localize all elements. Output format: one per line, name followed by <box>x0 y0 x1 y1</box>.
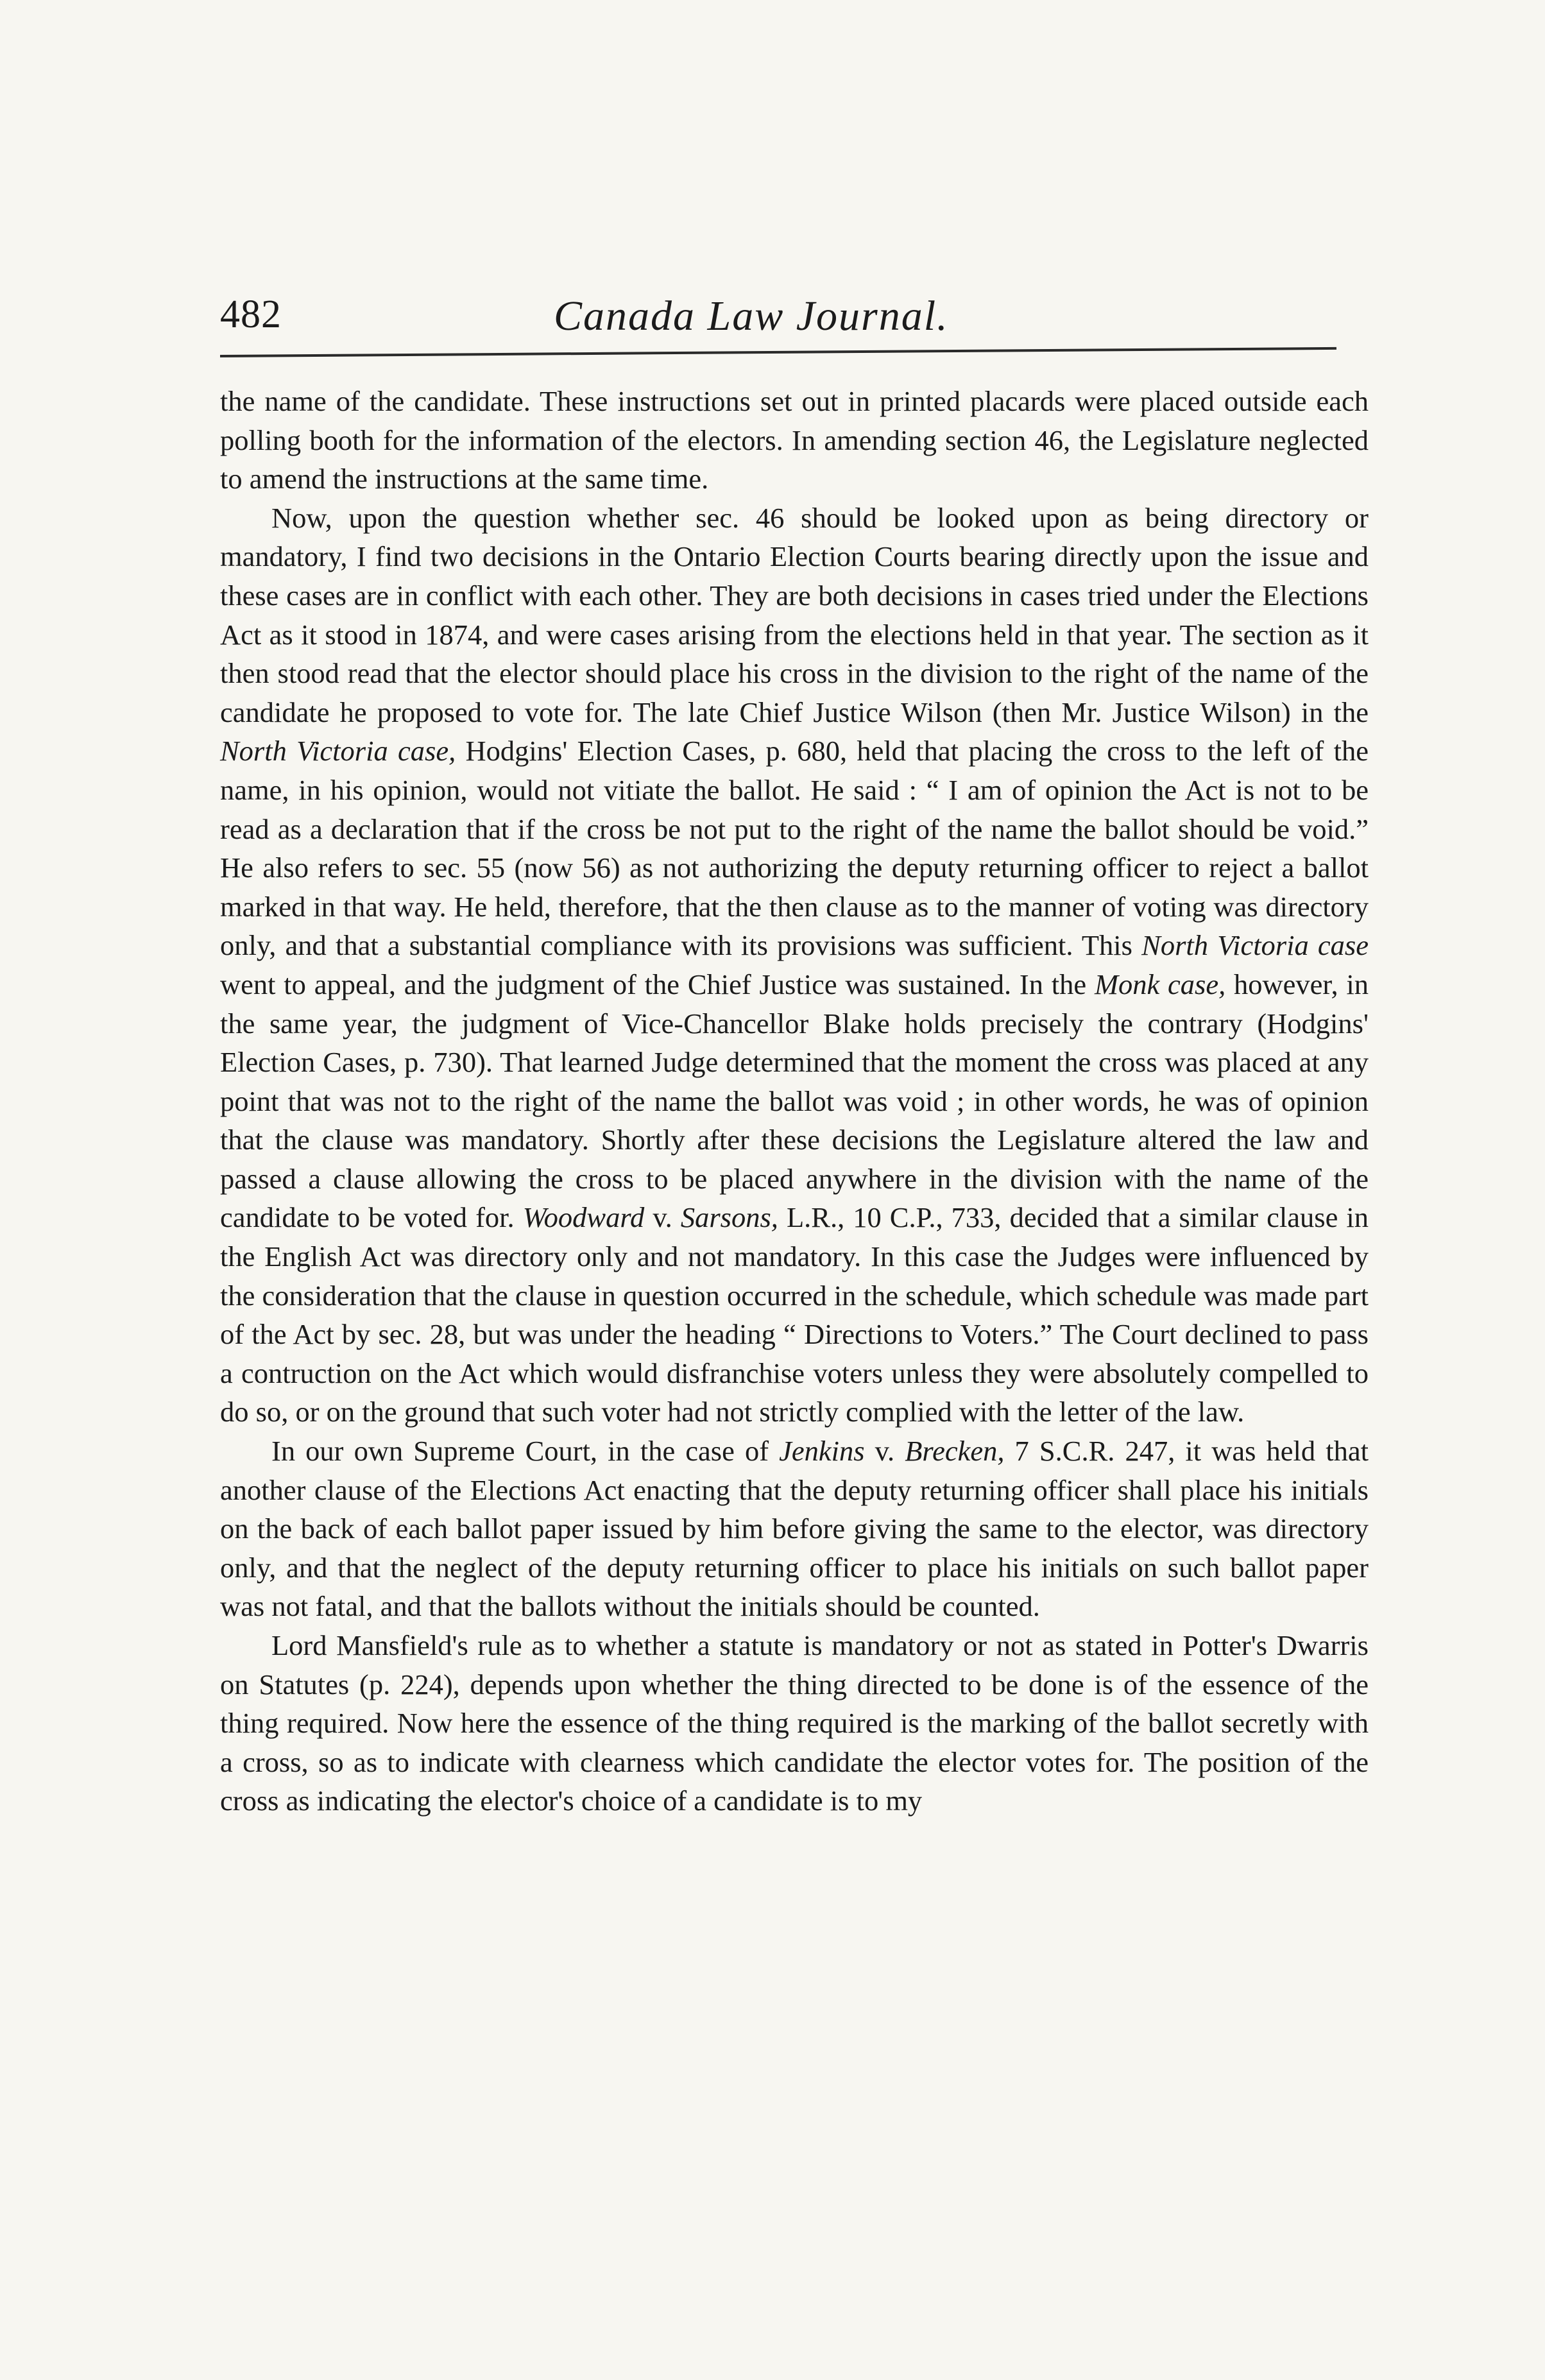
running-title: Canada Law Journal. <box>554 293 949 339</box>
paragraph-text: v. <box>864 1435 905 1468</box>
paragraph-text: Hodgins' Election Cases, p. 680, held that placing the cross to the left of the name, in his opinion, would not vitiate the ballot. He said : “ I am of opinion the Act is not to be read as a declaration that if the cross be not put to the right of the name the ballot should be void.” He also refers to sec. 55 (now 56) as not authorizing the deputy returning officer to reject a ballot marked in that way. He held, therefore, that the then clause as to the manner of voting was directory only, and that a substantial compliance with its provisions was sufficient. This <box>220 735 1369 962</box>
case-name: Monk case, <box>1094 968 1226 1000</box>
paragraph <box>220 382 1369 499</box>
paragraph <box>220 1626 1369 1820</box>
case-name: Jenkins <box>779 1435 865 1468</box>
paragraph-text: In our own Supreme Court, in the case of <box>271 1435 780 1468</box>
case-name: North Victoria case, <box>220 735 456 767</box>
paragraph-text: Now, upon the question whether sec. 46 should be looked upon as being directory or mandatory, I find two decisions in the Ontario Election Courts bearing directly upon the issue and these cases are in conflict with each other. They are both decisions in cases tried under the Elections Act as it stood in 1874, and were cases arising from the elections held in that year. The section as it then stood read that the elector should place his cross in the division to the right of the name of the candidate he proposed to vote for. The late Chief Justice Wilson (then Mr. Justice Wilson) in the <box>220 501 1369 728</box>
case-name: Brecken, <box>905 1435 1005 1468</box>
case-name: North Victoria case <box>1141 929 1369 962</box>
paragraph-text: went to appeal, and the judgment of the Chief Justice was sustained. In the <box>220 968 1095 1000</box>
paragraph-text: the name of the candidate. These instructions set out in printed placards were placed outside each polling booth for the information of the electors. In amending section 46, the Legislature neglected to amend the instructions at the same time. <box>220 385 1369 495</box>
page-header <box>220 292 1394 356</box>
case-name: Sarsons, <box>680 1201 778 1234</box>
paragraph-text: 7 S.C.R. 247, it was held that another clause of the Elections Act enacting that the deputy returning officer shall place his initials on the back of each ballot paper issued by him before giving the same to the elector, was directory only, and that the neglect of the deputy returning officer to place his initials on such ballot paper was not fatal, and that the ballots without the initials should be counted. <box>220 1435 1369 1623</box>
paragraph <box>220 499 1369 1432</box>
header-rule <box>220 347 1336 357</box>
paragraph-text: Lord Mansfield's rule as to whether a statute is mandatory or not as stated in Potter's Dwarris on Statutes (p. 224), depends upon whether the thing directed to be done is of the essence of the thing required. Now here the essence of the thing required is the marking of the ballot secretly with a cross, so as to indicate with clearness which candidate the elector votes for. The position of the cross as indicating the elector's choice of a candidate is to my <box>220 1629 1369 1817</box>
paragraph <box>220 1432 1369 1626</box>
journal-page <box>220 292 1394 1820</box>
case-name: Woodward <box>522 1201 645 1234</box>
paragraph-text: L.R., 10 C.P., 733, decided that a similar clause in the English Act was directory only and not mandatory. In this case the Judges were influenced by the consideration that the clause in question occurred in the schedule, which schedule was made part of the Act by sec. 28, but was under the heading “ Directions to Voters.” The Court declined to pass a contruction on the Act which would disfranchise voters unless they were absolutely compelled to do so, or on the ground that such voter had not strictly complied with the letter of the law. <box>220 1201 1369 1428</box>
body-text <box>220 382 1369 1820</box>
paragraph-text: however, in the same year, the judgment of Vice-Chancellor Blake holds precisely the contrary (Hodgins' Election Cases, p. 730). That learned Judge determined that the moment the cross was placed at any point that was not to the right of the name the ballot was void ; in other words, he was of opinion that the clause was mandatory. Shortly after these decisions the Legislature altered the law and passed a clause allowing the cross to be placed anywhere in the division with the name of the candidate to be voted for. <box>220 968 1369 1234</box>
paragraph-text: v. <box>644 1201 681 1234</box>
page-number: 482 <box>220 293 282 336</box>
